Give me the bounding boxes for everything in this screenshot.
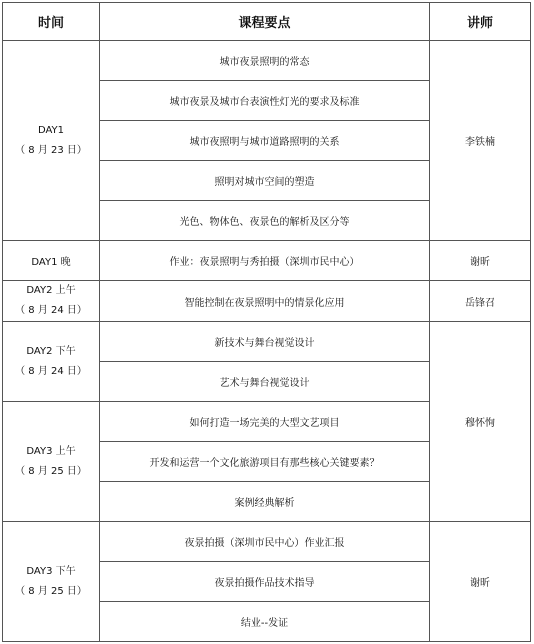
course-point: 案例经典解析 [100,482,430,522]
course-point: 如何打造一场完美的大型文艺项目 [100,402,430,442]
day1-lecturer: 李铁楠 [430,41,531,241]
course-point: 城市夜景照明的常态 [100,41,430,81]
day3-am-label: DAY3 上午 [26,445,76,457]
day3-am-time-cell [3,402,100,522]
course-point: 城市夜照明与城市道路照明的关系 [100,121,430,161]
course-point: 光色、物体色、夜景色的解析及区分等 [100,201,430,241]
day3-am-date: （ 8 月 25 日） [15,465,87,477]
course-point: 照明对城市空间的塑造 [100,161,430,201]
table-row [3,322,531,362]
table-row [3,41,531,81]
day1-time-cell [3,41,100,241]
day3-pm-time-cell [3,522,100,642]
course-point: 城市夜景及城市台表演性灯光的要求及标准 [100,81,430,121]
day2-am-date: （ 8 月 24 日） [15,305,87,316]
course-point: 结业--发证 [100,602,430,642]
course-schedule-table [2,2,531,642]
table-row [3,522,531,562]
header-lecturer: 讲师 [430,3,531,41]
header-row [3,3,531,41]
day1-date: （ 8 月 23 日） [15,144,87,156]
day3-pm-label: DAY3 下午 [26,565,76,577]
table-row [3,241,531,281]
day1-evening-lecturer: 谢昕 [430,241,531,281]
header-time: 时间 [3,3,100,41]
table-row [3,281,531,322]
day1-evening-label: DAY1 晚 [3,241,100,281]
course-point: 开发和运营一个文化旅游项目有那些核心关键要素？ [100,442,430,482]
header-course-points: 课程要点 [100,3,430,41]
day2-pm-day3-am-lecturer: 穆怀恂 [430,322,531,522]
day2-am-time-cell [3,281,100,322]
day2-pm-date: （ 8 月 24 日） [15,365,87,377]
course-point: 智能控制在夜景照明中的情景化应用 [100,281,430,322]
day2-am-label: DAY2 上午 [26,285,76,296]
day3-pm-lecturer: 谢昕 [430,522,531,642]
course-point: 艺术与舞台视觉设计 [100,362,430,402]
day2-am-lecturer: 岳锋召 [430,281,531,322]
course-point: 夜景拍摄（深圳市民中心）作业汇报 [100,522,430,562]
course-point: 新技术与舞台视觉设计 [100,322,430,362]
day2-pm-label: DAY2 下午 [26,345,76,357]
day3-pm-date: （ 8 月 25 日） [15,585,87,597]
day1-label: DAY1 [37,124,65,136]
day2-pm-time-cell [3,322,100,402]
course-point: 作业：夜景照明与秀拍摄（深圳市民中心） [100,241,430,281]
course-point: 夜景拍摄作品技术指导 [100,562,430,602]
